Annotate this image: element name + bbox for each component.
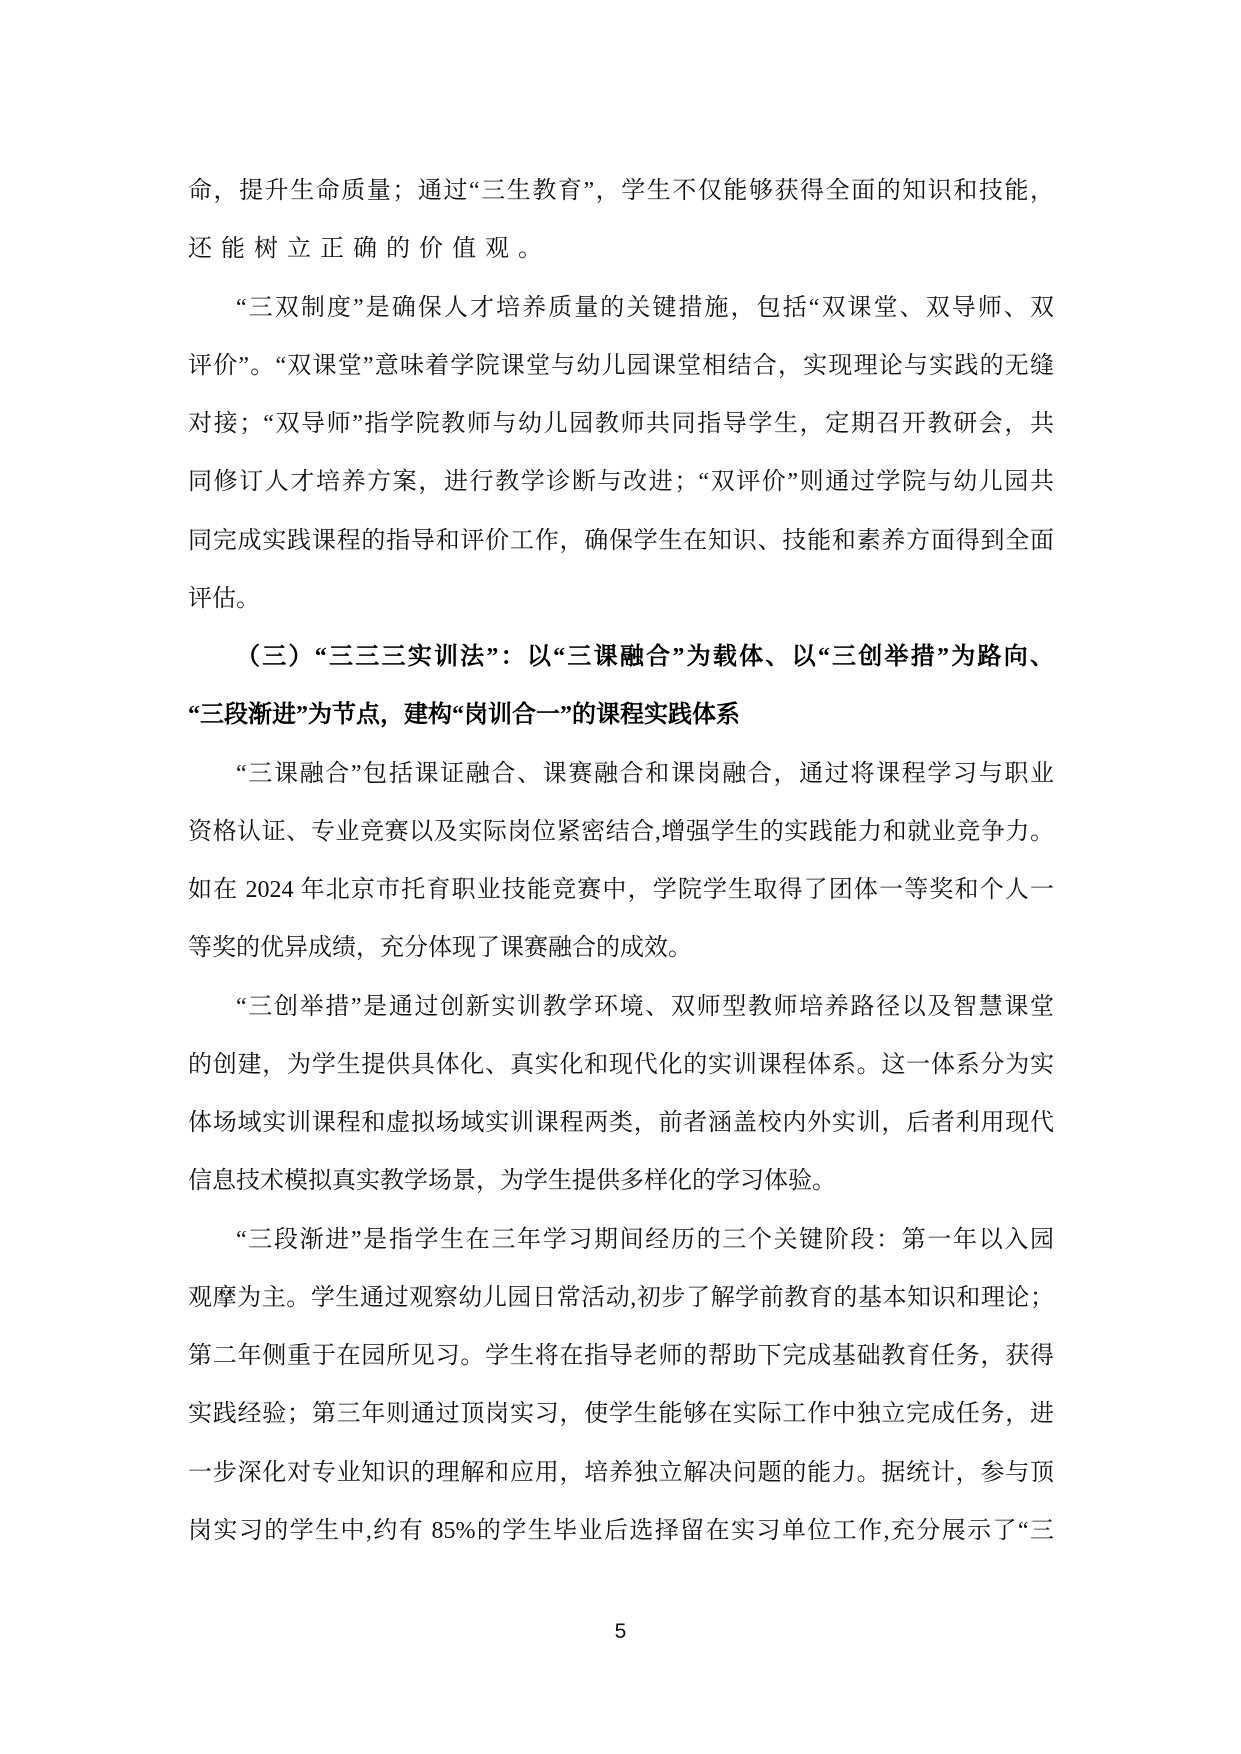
text-line-04: 评价”。“双课堂”意味着学院课堂与幼儿园课堂相结合，实现理论与实践的无缝 (188, 352, 1054, 379)
text-line-23: 一步深化对专业知识的理解和应用，培养独立解决问题的能力。据统计，参与顶 (188, 1459, 1054, 1486)
text-line-12: 资格认证、专业竞赛以及实际岗位紧密结合,增强学生的实践能力和就业竞争力。 (188, 818, 1054, 845)
text-line-15: “三创举措”是通过创新实训教学环境、双师型教师培养路径以及智慧课堂 (236, 993, 1054, 1020)
text-line-19: “三段渐进”是指学生在三年学习期间经历的三个关键阶段：第一年以入园 (236, 1226, 1054, 1253)
section-heading-line-1: （三）“三三三实训法”：以“三课融合”为载体、以“三创举措”为路向、 (236, 644, 1054, 670)
body-text (188, 162, 1054, 1560)
text-line-16: 的创建，为学生提供具体化、真实化和现代化的实训课程体系。这一体系分为实 (188, 1051, 1054, 1078)
section-heading-line-2: “三段渐进”为节点，建构“岗训合一”的课程实践体系 (188, 702, 740, 729)
text-line-13: 如在 2024 年北京市托育职业技能竞赛中，学院学生取得了团体一等奖和个人一 (188, 877, 1054, 903)
text-line-14: 等奖的优异成绩，充分体现了课赛融合的成效。 (188, 935, 692, 962)
text-line-24: 岗实习的学生中,约有 85%的学生毕业后选择留在实习单位工作,充分展示了“三 (188, 1517, 1054, 1544)
page-number: 5 (614, 1620, 627, 1643)
text-line-20: 观摩为主。学生通过观察幼儿园日常活动,初步了解学前教育的基本知识和理论； (188, 1284, 1054, 1311)
text-line-03: “三双制度”是确保人才培养质量的关键措施，包括“双课堂、双导师、双 (236, 294, 1054, 321)
text-line-17: 体场域实训课程和虚拟场域实训课程两类，前者涵盖校内外实训，后者利用现代 (188, 1110, 1054, 1136)
text-line-05: 对接；“双导师”指学院教师与幼儿园教师共同指导学生，定期召开教研会，共 (188, 411, 1054, 437)
text-line-22: 实践经验；第三年则通过顶岗实习，使学生能够在实际工作中独立完成任务，进 (188, 1401, 1054, 1428)
text-line-01: 命，提升生命质量；通过“三生教育”，学生不仅能够获得全面的知识和技能， (188, 178, 1054, 204)
text-line-18: 信息技术模拟真实教学场景，为学生提供多样化的学习体验。 (188, 1168, 836, 1195)
text-line-21: 第二年侧重于在园所见习。学生将在指导老师的帮助下完成基础教育任务，获得 (188, 1343, 1054, 1369)
text-line-02: 还能树立正确的价值观。 (188, 236, 551, 263)
text-line-06: 同修订人才培养方案，进行教学诊断与改进；“双评价”则通过学院与幼儿园共 (188, 469, 1054, 496)
text-line-08: 评估。 (188, 585, 260, 612)
text-line-07: 同完成实践课程的指导和评价工作，确保学生在知识、技能和素养方面得到全面 (188, 527, 1054, 554)
text-line-11: “三课融合”包括课证融合、课赛融合和课岗融合，通过将课程学习与职业 (236, 760, 1054, 787)
